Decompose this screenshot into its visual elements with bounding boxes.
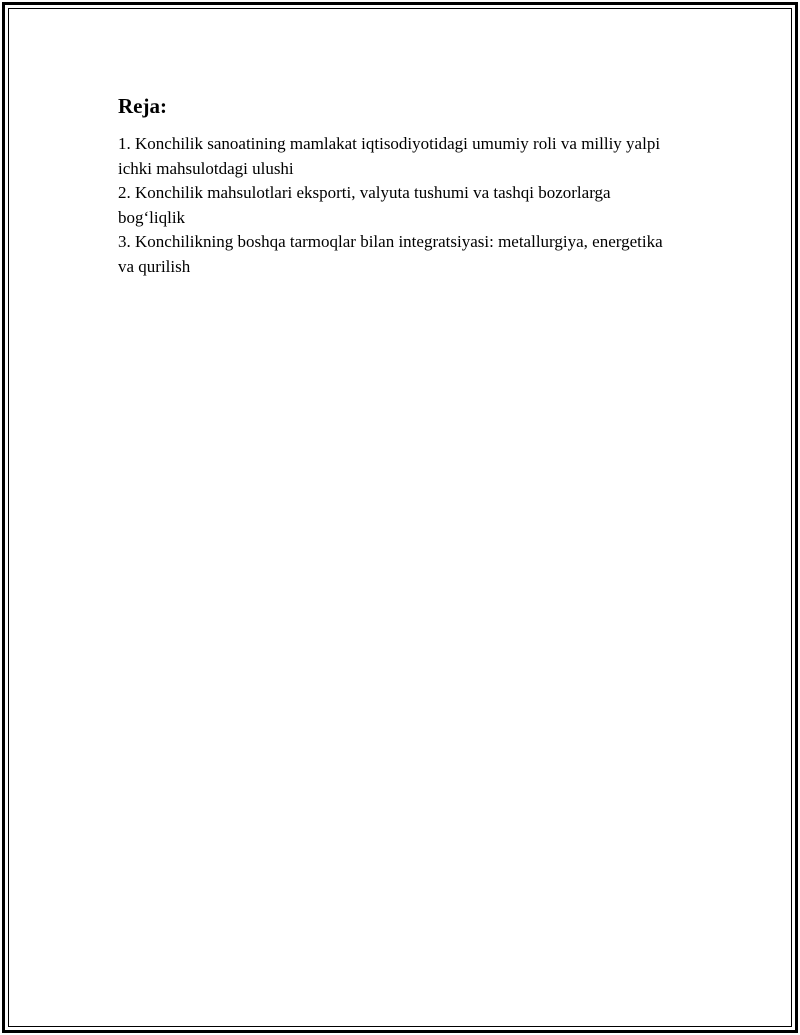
plan-list [118, 132, 678, 279]
plan-item-1: 1. Konchilik sanoatining mamlakat iqtisodiyotidagi umumiy roli va milliy yalpi ichki mahsulotdagi ulushi [118, 134, 661, 178]
plan-item-2: 2. Konchilik mahsulotlari eksporti, valyuta tushumi va tashqi bozorlarga bog‘liqlik [118, 183, 611, 227]
page-content [118, 92, 678, 279]
plan-item-3: 3. Konchilikning boshqa tarmoqlar bilan integratsiyasi: metallurgiya, energetika va qurilish [118, 232, 663, 276]
plan-heading: Reja: [118, 94, 167, 118]
